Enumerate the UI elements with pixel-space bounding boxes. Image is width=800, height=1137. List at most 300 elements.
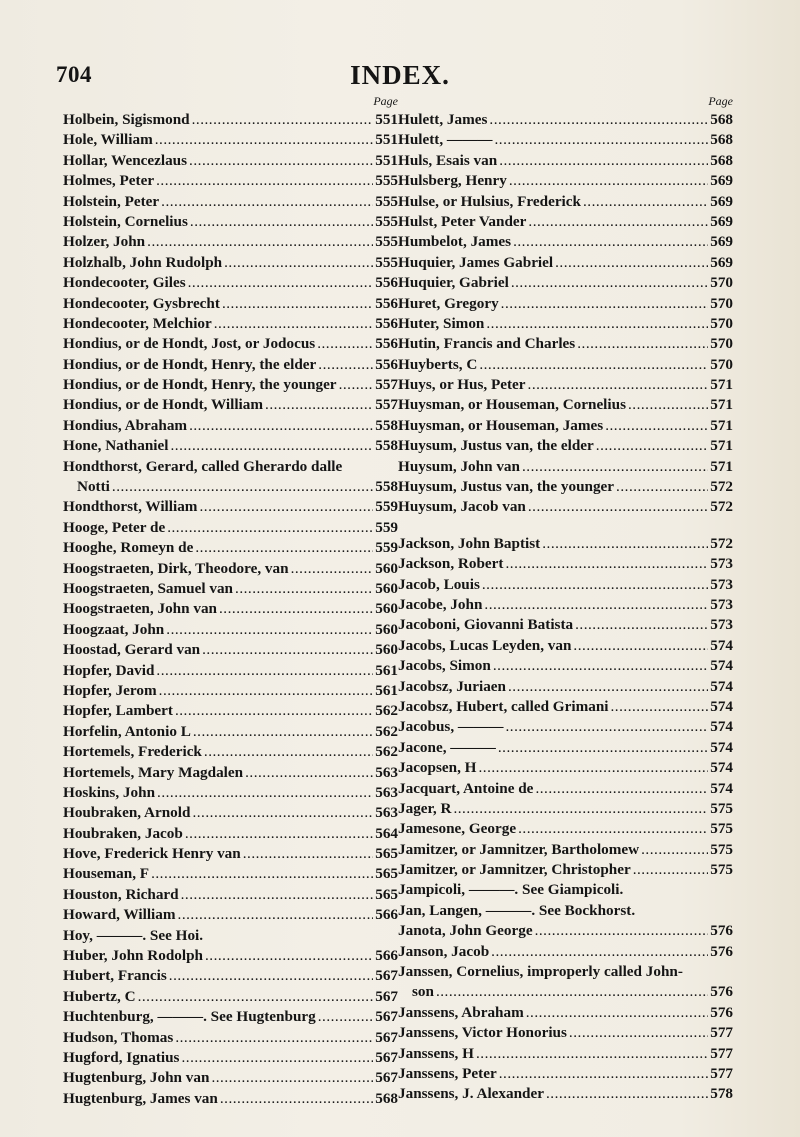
- index-entry: [63, 1089, 398, 1109]
- index-entry: [398, 942, 733, 962]
- entry-page-number: 577: [710, 1064, 733, 1082]
- entry-name: Hondius, Abraham: [63, 416, 188, 434]
- entry-name: Hondecooter, Gysbrecht: [63, 294, 220, 312]
- entry-page-number: 574: [710, 677, 733, 695]
- dot-leader: [151, 864, 373, 884]
- entry-name: Jacob, Louis: [398, 575, 480, 593]
- entry-page-number: 571: [710, 457, 733, 475]
- index-entry: [63, 395, 398, 415]
- dot-leader: [641, 840, 708, 860]
- entry-name: Howard, William: [63, 906, 176, 924]
- entry-page-number: 573: [710, 555, 733, 573]
- index-entry: [398, 1084, 733, 1104]
- index-entry: [63, 110, 398, 130]
- dot-leader: [192, 110, 374, 130]
- entry-name: Huysum, John van: [398, 457, 520, 475]
- entry-page-number: 569: [710, 233, 733, 251]
- entry-name: Huysum, Justus van, the elder: [398, 437, 594, 455]
- index-entry: [63, 579, 398, 599]
- entry-page-number: 555: [375, 192, 398, 210]
- entry-name: Hondius, or de Hondt, William: [63, 396, 264, 414]
- index-entry: [398, 253, 733, 273]
- index-entry: [63, 824, 398, 844]
- index-entry: [63, 885, 398, 905]
- dot-leader: [511, 273, 708, 293]
- dot-leader: [224, 253, 373, 273]
- entry-page-number: 576: [710, 1003, 733, 1021]
- entry-page-number: 559: [375, 498, 398, 516]
- dot-leader: [265, 395, 373, 415]
- dot-leader: [188, 273, 374, 293]
- index-entry: [398, 982, 733, 1002]
- entry-page-number: 571: [710, 437, 733, 455]
- index-entry: [398, 192, 733, 212]
- index-entry: [63, 783, 398, 803]
- index-column-left: [63, 94, 398, 1109]
- index-entry: [63, 1068, 398, 1088]
- entry-name: Jacobs, Simon: [398, 657, 491, 675]
- index-entry: [398, 860, 733, 880]
- dot-leader: [577, 334, 708, 354]
- index-entry: [398, 110, 733, 130]
- index-entry: [398, 819, 733, 839]
- entry-name: Hondecooter, Melchior: [63, 314, 212, 332]
- index-entry: [63, 477, 398, 497]
- index-entry: [398, 962, 733, 982]
- entry-name: Huchtenburg, ———. See Hugtenburg: [63, 1008, 316, 1026]
- entry-name: Holstein, Cornelius: [63, 212, 188, 230]
- index-entry: [398, 779, 733, 799]
- index-entry: [398, 477, 733, 497]
- dot-leader: [112, 477, 373, 497]
- entry-name: Huyberts, C: [398, 355, 478, 373]
- entry-name: Janson, Jacob: [398, 942, 490, 960]
- entry-name: Holstein, Peter: [63, 192, 160, 210]
- index-entry: [63, 294, 398, 314]
- entry-page-number: 568: [375, 1089, 398, 1107]
- entry-page-number: 567: [375, 967, 398, 985]
- entry-name: Jampicoli, ———. See Giampicoli.: [398, 881, 624, 899]
- dot-leader: [491, 942, 708, 962]
- index-entry: [63, 416, 398, 436]
- index-entry: [63, 905, 398, 925]
- entry-page-number: 555: [375, 212, 398, 230]
- entry-name: Jacone, ———: [398, 738, 496, 756]
- entry-name: Humbelot, James: [398, 233, 512, 251]
- index-entry: [398, 314, 733, 334]
- entry-name: Huquier, Gabriel: [398, 274, 509, 292]
- entry-page-number: 555: [375, 233, 398, 251]
- index-entry: [398, 901, 733, 921]
- entry-name: Hubertz, C: [63, 987, 136, 1005]
- index-entry: [63, 946, 398, 966]
- entry-name: Janssen, Cornelius, improperly called John-: [398, 963, 683, 981]
- entry-page-number: 572: [710, 534, 733, 552]
- index-entry: [398, 457, 733, 477]
- dot-leader: [156, 171, 373, 191]
- entry-name: Jamitzer, or Jamnitzer, Bartholomew: [398, 840, 640, 858]
- entry-name: Hooge, Peter de: [63, 518, 166, 536]
- entry-name: Hoogstraeten, Samuel van: [63, 579, 234, 597]
- dot-leader: [436, 982, 708, 1002]
- entry-name: Huysum, Jacob van: [398, 498, 526, 516]
- entry-name: Hone, Nathaniel: [63, 437, 169, 455]
- entry-name: Huter, Simon: [398, 314, 485, 332]
- entry-page-number: 572: [710, 478, 733, 496]
- entry-name: Hudson, Thomas: [63, 1028, 174, 1046]
- entry-page-number: 560: [375, 620, 398, 638]
- entry-name: Jacobus, ———: [398, 718, 504, 736]
- dot-leader: [478, 758, 708, 778]
- index-entry: [398, 151, 733, 171]
- entry-name: Jackson, John Baptist: [398, 534, 541, 552]
- dot-leader: [167, 518, 373, 538]
- entry-page-number: 558: [375, 478, 398, 496]
- index-entry: [63, 253, 398, 273]
- dot-leader: [583, 192, 708, 212]
- dot-leader: [505, 717, 708, 737]
- dot-leader: [190, 212, 373, 232]
- entry-name: Houseman, F: [63, 865, 150, 883]
- entry-name: Huls, Esais van: [398, 151, 498, 169]
- index-entry: [398, 799, 733, 819]
- dot-leader: [508, 677, 708, 697]
- dot-leader: [509, 171, 708, 191]
- entry-page-number: 551: [375, 111, 398, 128]
- dot-leader: [214, 314, 373, 334]
- dot-leader: [479, 355, 708, 375]
- index-entry: [398, 758, 733, 778]
- entry-name: Hopfer, Lambert: [63, 702, 173, 720]
- entry-page-number: 562: [375, 743, 398, 761]
- entry-name: Hoostad, Gerard van: [63, 641, 201, 659]
- entry-name: Hortemels, Mary Magdalen: [63, 763, 244, 781]
- index-entry: [398, 656, 733, 676]
- entry-page-number: 574: [710, 636, 733, 654]
- dot-leader: [138, 987, 374, 1007]
- entry-page-number: 558: [375, 416, 398, 434]
- entry-page-number: 577: [710, 1024, 733, 1042]
- index-entry: [63, 803, 398, 823]
- index-entry: [398, 416, 733, 436]
- entry-name: Notti: [77, 478, 110, 496]
- index-entry: [398, 1044, 733, 1064]
- index-entry: [63, 620, 398, 640]
- page-header: [0, 60, 800, 94]
- entry-name: Jamitzer, or Jamnitzer, Christopher: [398, 861, 631, 879]
- entry-name: Hooghe, Romeyn de: [63, 539, 194, 557]
- dot-leader: [193, 722, 373, 742]
- entry-page-number: 570: [710, 355, 733, 373]
- page-number: 704: [56, 62, 92, 87]
- index-entry: [398, 1023, 733, 1043]
- entry-name: Hulst, Peter Vander: [398, 212, 527, 230]
- entry-name: Hortemels, Frederick: [63, 743, 202, 761]
- dot-leader: [505, 554, 708, 574]
- dot-leader: [573, 636, 708, 656]
- dot-leader: [220, 1089, 373, 1109]
- entry-name: Holmes, Peter: [63, 172, 155, 190]
- entry-page-number: 556: [375, 274, 398, 292]
- index-entry: [63, 966, 398, 986]
- dot-leader: [453, 799, 708, 819]
- index-entry: [63, 661, 398, 681]
- dot-leader: [535, 921, 709, 941]
- entry-name: Jacobsz, Juriaen: [398, 677, 506, 695]
- entry-name: Huysman, or Houseman, James: [398, 416, 604, 434]
- entry-name: Hubert, Francis: [63, 967, 167, 985]
- index-entry: [398, 677, 733, 697]
- dot-leader: [317, 334, 373, 354]
- dot-leader: [157, 783, 373, 803]
- entry-page-number: 565: [375, 885, 398, 903]
- entry-page-number: 568: [710, 111, 733, 128]
- entry-name: Hondthorst, William: [63, 498, 198, 516]
- index-entry: [63, 1048, 398, 1068]
- index-entry: [63, 273, 398, 293]
- entry-page-number: 575: [710, 840, 733, 858]
- entry-page-number: 563: [375, 763, 398, 781]
- dot-leader: [518, 819, 708, 839]
- entry-name: Jan, Langen, ———. See Bockhorst.: [398, 901, 636, 919]
- index-entry: [398, 1064, 733, 1084]
- entry-name: Hulett, ———: [398, 131, 493, 149]
- dot-leader: [175, 701, 373, 721]
- index-entry: [63, 599, 398, 619]
- dot-leader: [202, 640, 373, 660]
- index-entry: [63, 722, 398, 742]
- entry-name: Huysman, or Houseman, Cornelius: [398, 396, 626, 414]
- index-entry: [398, 294, 733, 314]
- index-entry: [398, 717, 733, 737]
- dot-leader: [204, 742, 373, 762]
- index-entry: [63, 844, 398, 864]
- entry-page-number: 573: [710, 595, 733, 613]
- dot-leader: [569, 1023, 708, 1043]
- index-entry: [398, 334, 733, 354]
- entry-name: Jacobs, Lucas Leyden, van: [398, 636, 572, 654]
- entry-name: Hove, Frederick Henry van: [63, 845, 241, 863]
- entry-page-number: 560: [375, 579, 398, 597]
- entry-page-number: 551: [375, 131, 398, 149]
- index-entry: [398, 615, 733, 635]
- entry-page-number: 558: [375, 437, 398, 455]
- entry-page-number: 563: [375, 783, 398, 801]
- entry-name: Huysum, Justus van, the younger: [398, 478, 615, 496]
- dot-leader: [291, 559, 374, 579]
- index-entry: [63, 497, 398, 517]
- entry-name: Hulett, James: [398, 111, 488, 128]
- dot-leader: [555, 253, 708, 273]
- entry-page-number: 570: [710, 314, 733, 332]
- index-entry: [398, 232, 733, 252]
- index-entry: [63, 701, 398, 721]
- entry-name: Houbraken, Jacob: [63, 824, 183, 842]
- index-entry: [63, 742, 398, 762]
- entry-page-number: 567: [375, 1048, 398, 1066]
- index-entry: [63, 375, 398, 395]
- dot-leader: [211, 1068, 373, 1088]
- entry-name: Huquier, James Gabriel: [398, 253, 554, 271]
- entry-page-number: 568: [710, 151, 733, 169]
- entry-name: Jacopsen, H: [398, 759, 477, 777]
- dot-leader: [243, 844, 374, 864]
- page-label: Page: [373, 94, 398, 108]
- index-entry: [63, 232, 398, 252]
- entry-page-number: 563: [375, 804, 398, 822]
- entry-name: Hondthorst, Gerard, called Gherardo dalle: [63, 457, 343, 475]
- entry-name: Jacobsz, Hubert, called Grimani: [398, 697, 609, 715]
- entry-page-number: 575: [710, 820, 733, 838]
- entry-page-number: 576: [710, 942, 733, 960]
- entry-name: Hondecooter, Giles: [63, 274, 186, 292]
- entry-name: Holbein, Sigismond: [63, 111, 190, 128]
- dot-leader: [486, 314, 708, 334]
- entry-name: Huret, Gregory: [398, 294, 499, 312]
- index-entry: [398, 636, 733, 656]
- index-entry: [398, 395, 733, 415]
- entry-name: Jacquart, Antoine de: [398, 779, 534, 797]
- dot-leader: [522, 457, 708, 477]
- entry-name: Houbraken, Arnold: [63, 804, 191, 822]
- entry-name: Hollar, Wencezlaus: [63, 151, 188, 169]
- entry-name: Hole, William: [63, 131, 153, 149]
- index-entry: [63, 130, 398, 150]
- index-entry: [63, 518, 398, 538]
- entry-name: Hopfer, Jerom: [63, 681, 157, 699]
- entry-page-number: 570: [710, 335, 733, 353]
- index-entry: [63, 864, 398, 884]
- dot-leader: [169, 966, 373, 986]
- entry-page-number: 572: [710, 498, 733, 516]
- section-gap: [398, 518, 733, 534]
- entry-name: Hoskins, John: [63, 783, 156, 801]
- entry-page-number: 571: [710, 416, 733, 434]
- dot-leader: [189, 416, 373, 436]
- entry-page-number: 574: [710, 657, 733, 675]
- entry-name: Holzer, John: [63, 233, 146, 251]
- dot-leader: [484, 595, 708, 615]
- dot-leader: [542, 534, 708, 554]
- entry-page-number: 566: [375, 906, 398, 924]
- entry-name: Janssens, Victor Honorius: [398, 1024, 567, 1042]
- dot-leader: [175, 1028, 373, 1048]
- dot-leader: [546, 1084, 708, 1104]
- entry-page-number: 561: [375, 661, 398, 679]
- entry-page-number: 567: [375, 987, 398, 1005]
- entry-page-number: 559: [375, 518, 398, 536]
- entry-name: Janssens, J. Alexander: [398, 1085, 544, 1103]
- index-entry: [63, 151, 398, 171]
- dot-leader: [489, 110, 708, 130]
- entry-page-number: 555: [375, 172, 398, 190]
- entry-name: Janota, John George: [398, 922, 533, 940]
- index-entry: [63, 171, 398, 191]
- dot-leader: [528, 497, 708, 517]
- dot-leader: [605, 416, 708, 436]
- entry-page-number: 567: [375, 1028, 398, 1046]
- page-label: Page: [708, 94, 733, 108]
- index-entry: [398, 130, 733, 150]
- index-entry: [398, 880, 733, 900]
- index-entry: [398, 171, 733, 191]
- index-entry: [63, 559, 398, 579]
- entry-page-number: 569: [710, 212, 733, 230]
- entry-page-number: 560: [375, 559, 398, 577]
- dot-leader: [245, 763, 373, 783]
- entry-page-number: 561: [375, 681, 398, 699]
- entry-name: Hopfer, David: [63, 661, 155, 679]
- entry-name: son: [412, 983, 434, 1001]
- entry-page-number: 567: [375, 1069, 398, 1087]
- dot-leader: [318, 355, 373, 375]
- index-entry: [398, 534, 733, 554]
- entry-name: Janssens, Abraham: [398, 1003, 524, 1021]
- index-entry: [398, 554, 733, 574]
- dot-leader: [499, 151, 708, 171]
- dot-leader: [181, 1048, 373, 1068]
- dot-leader: [199, 497, 373, 517]
- entry-page-number: 570: [710, 274, 733, 292]
- dot-leader: [147, 232, 373, 252]
- entry-page-number: 564: [375, 824, 398, 842]
- dot-leader: [192, 803, 373, 823]
- entry-list: [398, 110, 733, 1105]
- dot-leader: [513, 232, 708, 252]
- entry-name: Hoogzaat, John: [63, 620, 165, 638]
- entry-page-number: 569: [710, 172, 733, 190]
- index-entry: [63, 334, 398, 354]
- dot-leader: [155, 130, 373, 150]
- dot-leader: [166, 620, 373, 640]
- entry-page-number: 573: [710, 616, 733, 634]
- dot-leader: [170, 436, 373, 456]
- index-entry: [398, 436, 733, 456]
- dot-leader: [205, 946, 373, 966]
- index-entry: [63, 436, 398, 456]
- entry-list: [63, 110, 398, 1109]
- index-entry: [63, 987, 398, 1007]
- index-entry: [398, 273, 733, 293]
- entry-page-number: 573: [710, 575, 733, 593]
- index-column-right: [398, 94, 733, 1105]
- entry-name: Jamesone, George: [398, 820, 517, 838]
- dot-leader: [222, 294, 373, 314]
- dot-leader: [181, 885, 374, 905]
- entry-page-number: 576: [710, 922, 733, 940]
- entry-page-number: 557: [375, 396, 398, 414]
- entry-page-number: 565: [375, 845, 398, 863]
- entry-page-number: 575: [710, 861, 733, 879]
- index-entry: [63, 538, 398, 558]
- dot-leader: [493, 656, 708, 676]
- index-entry: [63, 1028, 398, 1048]
- dot-leader: [178, 905, 374, 925]
- entry-page-number: 556: [375, 314, 398, 332]
- entry-page-number: 576: [710, 983, 733, 1001]
- entry-page-number: 570: [710, 294, 733, 312]
- dot-leader: [339, 375, 374, 395]
- index-entry: [63, 212, 398, 232]
- entry-name: Janssens, H: [398, 1044, 474, 1062]
- dot-leader: [185, 824, 373, 844]
- entry-name: Hutin, Francis and Charles: [398, 335, 576, 353]
- entry-name: Hondius, or de Hondt, Henry, the younger: [63, 376, 337, 394]
- entry-page-number: 555: [375, 253, 398, 271]
- dot-leader: [596, 436, 708, 456]
- dot-leader: [498, 738, 708, 758]
- entry-name: Hoogstraeten, John van: [63, 600, 217, 618]
